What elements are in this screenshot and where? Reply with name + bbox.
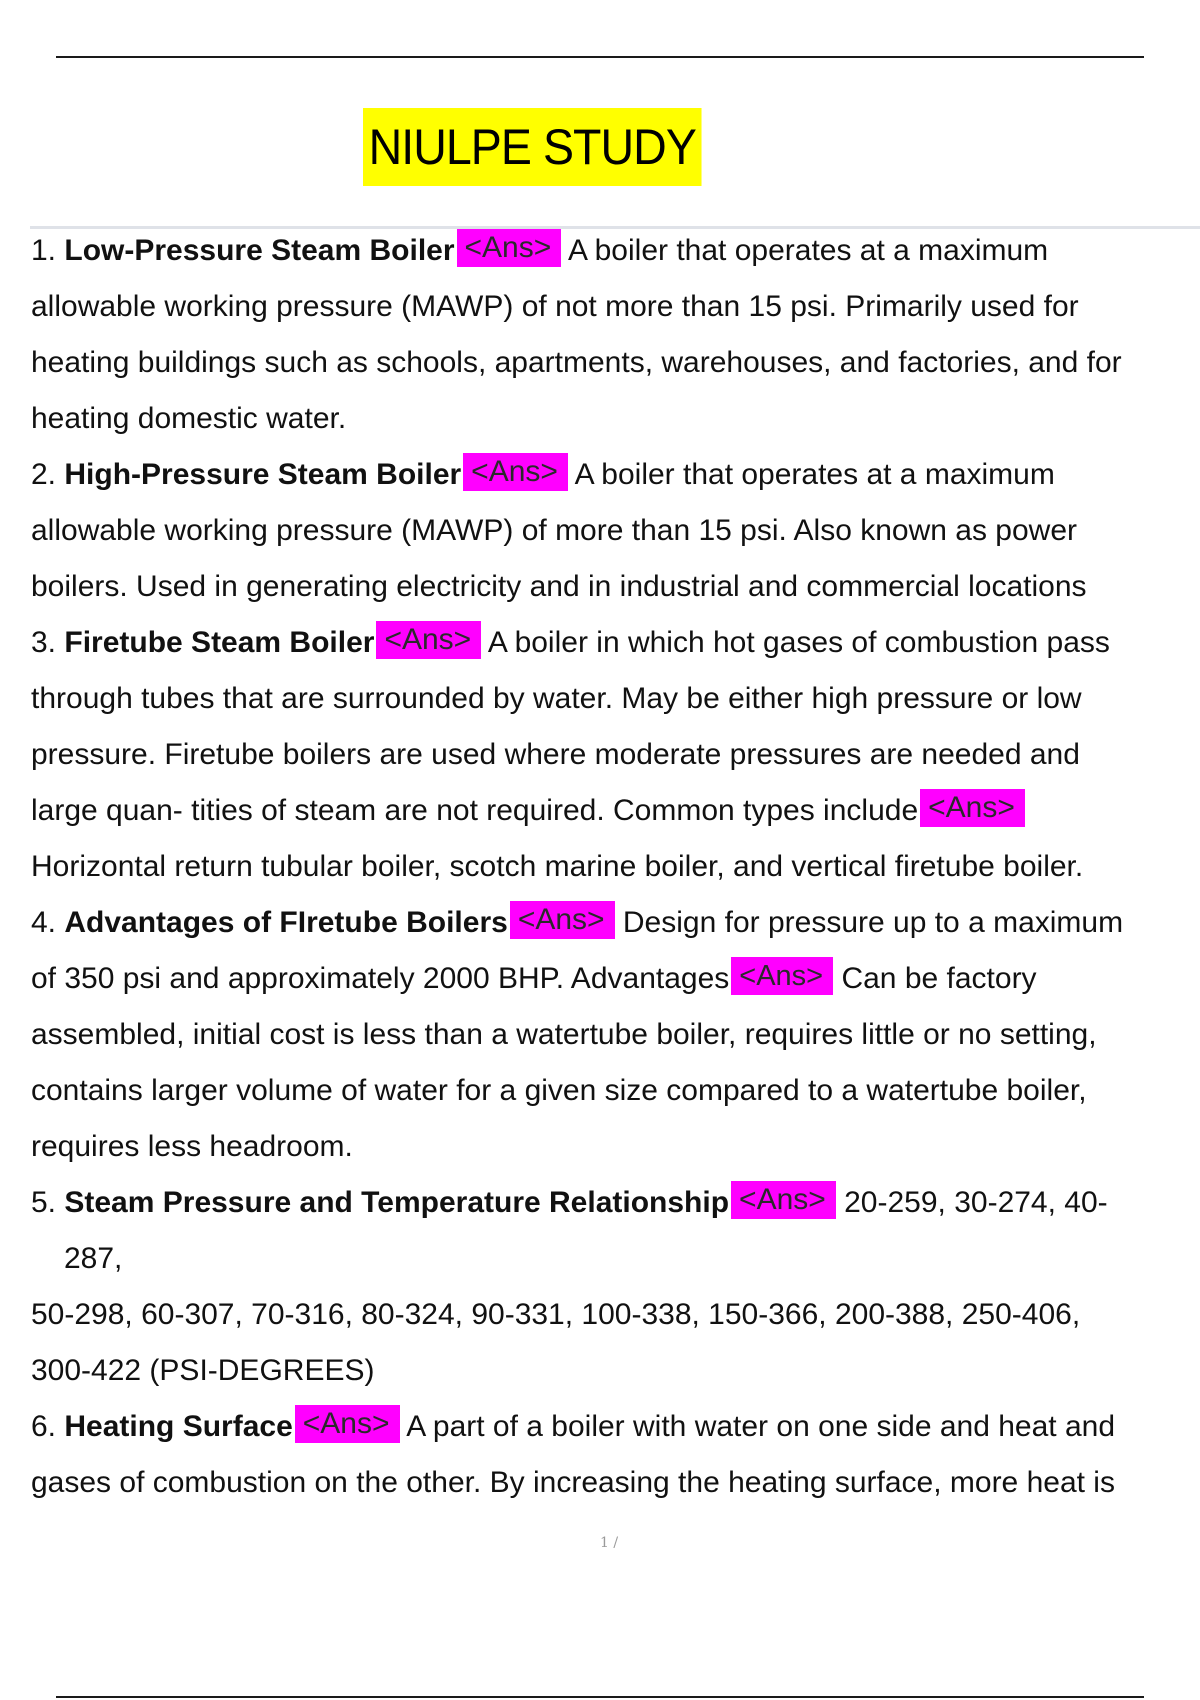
item-1-line-4: heating domestic water. [31, 402, 347, 435]
item-text: A boiler that operates at a maximum [567, 234, 1049, 267]
item-term: Heating Surface [64, 1410, 293, 1443]
item-2-line-3: boilers. Used in generating electricity and in industrial and commercial locations [31, 570, 1087, 603]
item-5-line-1 [31, 1175, 1200, 1231]
answer-tag: <Ans> [920, 789, 1025, 827]
item-1-line-3: heating buildings such as schools, apartments, warehouses, and factories, and for [31, 346, 1122, 379]
item-4-line-1 [31, 895, 1200, 951]
item-3-line-2: through tubes that are surrounded by water. May be either high pressure or low [31, 682, 1082, 715]
item-number: 3. [31, 626, 57, 659]
item-number: 5. [31, 1186, 57, 1219]
page-title: NIULPE STUDY [363, 108, 701, 186]
item-4-line-3: assembled, initial cost is less than a watertube boiler, requires little or no setting, [31, 1018, 1097, 1051]
item-term: Steam Pressure and Temperature Relationship [64, 1186, 730, 1219]
item-3-line-5: Horizontal return tubular boiler, scotch marine boiler, and vertical firetube boiler. [31, 850, 1084, 883]
item-number: 4. [31, 906, 57, 939]
item-text: A part of a boiler with water on one side and heat and [406, 1410, 1116, 1443]
document-body [31, 223, 1200, 1511]
item-3-line-4 [31, 783, 1200, 839]
item-text: 20-259, 30-274, 40- [844, 1186, 1108, 1219]
answer-tag: <Ans> [510, 901, 615, 939]
page-number: 1 / [600, 1535, 619, 1551]
item-3-line-1 [31, 615, 1200, 671]
item-term: Advantages of FIretube Boilers [64, 906, 508, 939]
item-1-line-2: allowable working pressure (MAWP) of not more than 15 psi. Primarily used for [31, 290, 1079, 323]
item-2-line-2: allowable working pressure (MAWP) of more than 15 psi. Also known as power [31, 514, 1078, 547]
item-text: A boiler in which hot gases of combustion pass [487, 626, 1110, 659]
item-4-line-5: requires less headroom. [31, 1130, 353, 1163]
item-term: High-Pressure Steam Boiler [64, 458, 462, 491]
item-text: Can be factory [841, 962, 1037, 995]
answer-tag: <Ans> [731, 1181, 836, 1219]
item-6-line-1 [31, 1399, 1200, 1455]
item-5-line-4: 300-422 (PSI-DEGREES) [31, 1354, 375, 1387]
top-rule [56, 56, 1144, 58]
item-number: 1. [31, 234, 57, 267]
item-term: Low-Pressure Steam Boiler [64, 234, 455, 267]
item-text: of 350 psi and approximately 2000 BHP. Advantages [31, 962, 730, 995]
item-5-line-3: 50-298, 60-307, 70-316, 80-324, 90-331, 100-338, 150-366, 200-388, 250-406, [31, 1298, 1081, 1331]
item-text: A boiler that operates at a maximum [574, 458, 1055, 491]
item-text: large quan- tities of steam are not required. Common types include [31, 794, 919, 827]
item-5-line-2: 287, [64, 1242, 123, 1275]
answer-tag: <Ans> [376, 621, 481, 659]
answer-tag: <Ans> [457, 229, 562, 267]
item-3-line-3: pressure. Firetube boilers are used where moderate pressures are needed and [31, 738, 1080, 771]
item-4-line-2 [31, 951, 1200, 1007]
item-6-line-2: gases of combustion on the other. By increasing the heating surface, more heat is [31, 1466, 1115, 1499]
item-number: 2. [31, 458, 57, 491]
answer-tag: <Ans> [731, 957, 833, 995]
item-1-line-1 [31, 223, 1200, 279]
answer-tag: <Ans> [463, 453, 568, 491]
item-number: 6. [31, 1410, 57, 1443]
item-2-line-1 [31, 447, 1200, 503]
item-term: Firetube Steam Boiler [64, 626, 375, 659]
item-4-line-4: contains larger volume of water for a given size compared to a watertube boiler, [31, 1074, 1087, 1107]
bottom-rule [56, 1696, 1144, 1698]
answer-tag: <Ans> [295, 1405, 400, 1443]
item-text: Design for pressure up to a maximum [622, 906, 1124, 939]
